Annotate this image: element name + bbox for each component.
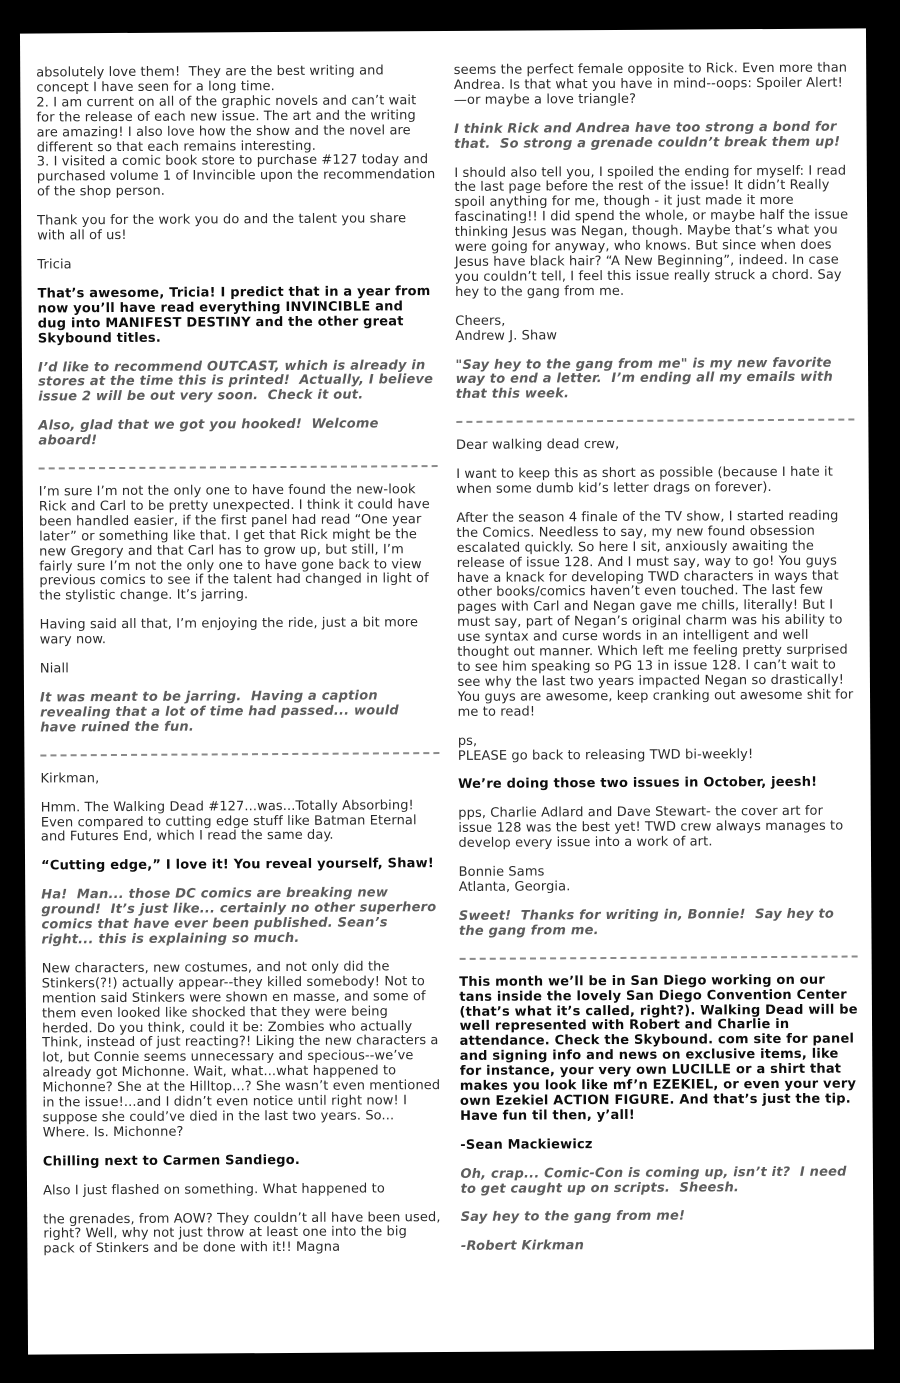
kirkman-reply-paragraph: -Robert Kirkman [460,1238,585,1255]
letter-paragraph: Kirkman, [40,770,100,787]
kirkman-reply-paragraph: "Say hey to the gang from me" is my new favorite way to end a letter. I’m ending all my emails with that this week. [455,355,838,403]
letter-paragraph: ps, [457,733,478,749]
section-divider [39,465,438,469]
letter-paragraph: Bonnie Sams [458,864,545,880]
letter-paragraph: pps, Charlie Adlard and Dave Stewart- the cover art for issue 128 was the best yet! TWD crew always manages to develop every issue into a work of art. [458,804,848,852]
letter-paragraph: 2. I am current on all of the graphic novels and can’t wait for the release of each new issue. The art and the writing are amazing! I also love how the show and the novel are different so that each remains interesting. [36,92,421,156]
letter-paragraph: seems the perfect female opposite to Rick. Even more than Andrea. Is that what you have in mind--oops: Spoiler Alert!—or maybe a love triangle? [453,60,852,108]
letter-paragraph: 3. I visited a comic book store to purchase #127 today and purchased volume 1 of Invincible upon the recommendation of the shop person. [36,152,440,200]
letter-paragraph: Atlanta, Georgia. [458,879,571,895]
letter-paragraph: Having said all that, I’m enjoying the ride, just a bit more wary now. [39,615,423,648]
letter-paragraph: Also I just flashed on something. What happened to [42,1181,385,1199]
kirkman-reply-paragraph: Also, glad that we got you hooked! Welcome aboard! [38,416,384,449]
letter-paragraph: I’m sure I’m not the only one to have found the new-look Rick and Carl to be pretty unexpected. I think it could have been handled easier, if the first panel had read “One year later” or something like that. I get that Rick might be the new Gregory and that Carl has to grow up, but still, I’m fairly sure I’m not the only one to have gone back to view previous comics to see if the talent had changed in light of the stylistic change. It’s jarring. [38,482,435,604]
letter-paragraph: After the season 4 finale of the TV show, I started reading the Comics. Needless to say, my new found obsession escalated quickly. So here I sit, anxiously awaiting the release of issue 128. And I must say, way to go! You guys have a knack for developing TWD characters in ways that other books/comics haven’t even touched. The last few pages with Carl and Negan gave me chills, literally! But I must say, part of Negan’s original charm was his ability to use syntax and curse words in an intelligent and well thought out manner. Which left me feeling pretty surprised to see him speaking so PG 13 in issue 128. I can’t wait to see why the last two years impacted Negan so drastically! You guys are awesome, keep cranking out awesome shit for me to read! [456,508,858,720]
letter-paragraph: the grenades, from AOW? They couldn’t all have been used, right? Well, why not just throw at least one into the big pack of Stinkers and be done with it!! Magna [43,1209,445,1257]
letter-paragraph: Niall [39,661,69,677]
section-divider [459,955,858,959]
letter-paragraph: I want to keep this as short as possible (because I hate it when some dumb kid’s letter drags on forever). [456,464,838,497]
kirkman-reply-paragraph: Ha! Man... those DC comics are breaking new ground! It’s just like... certainly no other superhero comics that have ever been published. Sean’s right... this is explaining so much. [41,885,442,948]
letter-paragraph: PLEASE go back to releasing TWD bi-weekly! [457,746,754,764]
column-left [36,63,445,1334]
editor-reply-paragraph: This month we’ll be in San Diego working on our tans inside the lovely San Diego Convention Center (that’s what it’s called, right?). Walking Dead will be well represented with Robert and Charlie in attendance. Check the Skybound. com site for panel and signing info and news on exclusive items, like for instance, your very own LUCILLE or a shirt that makes you look like mf’n EZEKIEL, or even your very own Ezekiel ACTION FIGURE. And that’s just the tip. Have fun til then, y’all! [459,972,863,1124]
kirkman-reply-paragraph: I think Rick and Andrea have too strong a bond for that. So strong a grenade couldn’t break them up! [454,119,842,152]
section-divider [40,752,439,756]
editor-reply-paragraph: Chilling next to Carmen Sandiego. [42,1152,301,1170]
letter-paragraph: Thank you for the work you do and the talent you share with all of us! [37,211,411,244]
letter-paragraph: Dear walking dead crew, [455,437,620,454]
editor-reply-paragraph: -Sean Mackiewicz [460,1136,593,1153]
kirkman-reply-paragraph: Say hey to the gang from me! [460,1209,686,1226]
letter-paragraph: New characters, new costumes, and not only did the Stinkers(?!) actually appear--they killed somebody! Not to mention said Stinkers were shown en masse, and some of them even looked like shocked that they were being herded. Do you think, could it be: Zombies who actually Think, instead of just reacting?! Liking the new characters a lot, but Connie seems unnecessary and specious--we’ve already got Michonne. Wait, what...what happened to Michonne? She at the Hilltop...? She wasn’t even mentioned in the issue!...and I didn’t even notice until right now! I suppose she could’ve died in the last two years. So... Where. Is. Michonne? [41,959,445,1141]
letters-page [20,28,874,1354]
section-divider [456,419,855,423]
letter-paragraph: I should also tell you, I spoiled the ending for myself: I read the last page before the rest of the issue! It didn’t Really spoil anything for me, though - it just made it more fascinating!! I did spend the whole, or maybe half the issue thinking Jesus was Negan, though. Maybe that’s what you were going for anyway, who knows. But since when does Jesus have black hair? “A New Beginning”, indeed. In case you couldn’t tell, I feel this issue really struck a chord. Say hey to the gang from me. [454,163,853,300]
letter-paragraph: Hmm. The Walking Dead #127...was...Totally Absorbing! Even compared to cutting edge stuff like Batman Eternal and Futures End, which I read the same day. [40,797,421,845]
letter-paragraph: Cheers, [455,313,506,329]
editor-reply-paragraph: We’re doing those two issues in October, jeesh! [458,775,818,793]
column-right [453,60,863,1332]
letter-paragraph: absolutely love them! They are the best writing and concept I have seen for a long time. [36,63,389,96]
letter-paragraph: Tricia [37,257,72,273]
kirkman-reply-paragraph: I’d like to recommend OUTCAST, which is already in stores at the time this is printed! Actually, I believe issue 2 will be out very soon. Check it out. [37,357,438,405]
letter-paragraph: Andrew J. Shaw [455,327,558,344]
editor-reply-paragraph: “Cutting edge,” I love it! You reveal yourself, Shaw! [41,856,434,874]
kirkman-reply-paragraph: Sweet! Thanks for writing in, Bonnie! Say hey to the gang from me. [458,906,839,939]
kirkman-reply-paragraph: Oh, crap... Comic-Con is coming up, isn’t it? I need to get caught up on scripts. Sheesh. [460,1164,852,1197]
kirkman-reply-paragraph: It was meant to be jarring. Having a caption revealing that a lot of time had passed... would have ruined the fun. [39,688,404,736]
editor-reply-paragraph: That’s awesome, Tricia! I predict that in a year from now you’ll have read everything INVINCIBLE and dug into MANIFEST DESTINY and the other great Skybound titles. [37,283,436,347]
